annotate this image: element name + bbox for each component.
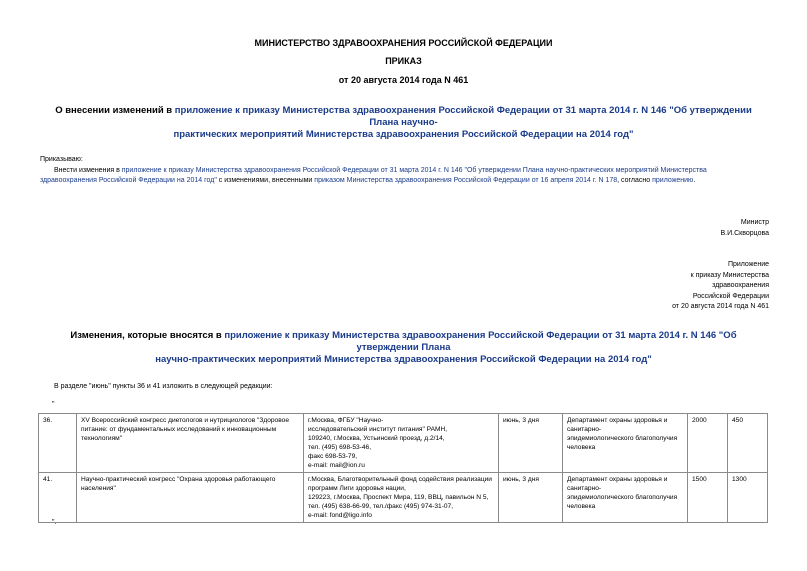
organizer-line: г.Москва, Благотворительный фонд содействия реализации [308,476,492,483]
doc-date-heading: от 20 августа 2014 года N 461 [338,75,469,85]
department-cell [563,414,688,473]
date-cell: июнь, 3 дня [499,473,563,523]
title-prefix: О внесении изменений в [55,105,175,116]
order-text-end: . [693,177,696,184]
value-cell: 2000 [688,414,728,473]
event-line: населения" [81,485,116,492]
organizer-line: факс 698-53-79, [308,453,358,460]
department-line: санитарно- [567,485,602,492]
organizer-line: 109240, г.Москва, Устьинский проезд, д.2/14, [308,435,445,442]
department-cell [563,473,688,523]
value-cell: 1300 [728,473,768,523]
signature-block [721,218,770,239]
organizer-line: программ Лиги здоровья нации, [308,485,406,492]
table-row [39,414,768,473]
department-line: человека [567,444,596,451]
signature-position: Министр [740,219,769,226]
order-intro: Приказываю: [40,156,83,163]
event-line: XV Всероссийский конгресс диетологов и нутрициологов "Здоровое [81,417,289,424]
order-text-mid1: с изменениями, внесенными [216,177,315,184]
department-line: эпидемиологического благополучия [567,435,678,442]
signature-name: В.И.Скворцова [720,229,769,237]
date-cell: июнь, 3 дня [499,414,563,473]
department-line: человека [567,503,596,510]
order-link-178[interactable]: приказом Министерства здравоохранения Российской Федерации от 16 апреля 2014 г. N 178 [314,177,618,184]
section-note: В разделе "июнь" пункты 36 и 41 изложить в следующей редакции: [54,383,273,390]
department-line: Департамент охраны здоровья и [567,476,668,483]
event-line: питание: от фундаментальных исследований к инновационным [81,426,277,433]
appendix-block [672,260,769,313]
quote-close: ". [52,519,57,526]
changes-title-link-line1[interactable]: приложение к приказу Министерства здравоохранения Российской Федерации от 31 марта 2014 г. N 146 "Об утверждении Плана [224,330,737,353]
appendix-line: Приложение [727,261,769,268]
order-text-start: Внести изменения в [54,167,122,174]
value-cell: 1500 [688,473,728,523]
changes-title-link-line2[interactable]: научно-практических мероприятий Министерства здравоохранения Российской Федерации на 2014 год" [155,354,652,365]
organizer-line: г.Москва, ФГБУ "Научно- [308,417,384,424]
order-paragraph [40,166,770,186]
quote-open: " [52,401,55,408]
event-cell [77,473,304,523]
ministry-heading: МИНИСТЕРСТВО ЗДРАВООХРАНЕНИЯ РОССИЙСКОЙ ФЕДЕРАЦИИ [254,38,553,48]
title-link-line2[interactable]: практических мероприятий Министерства здравоохранения Российской Федерации на 2014 год" [173,129,634,140]
order-link-prilozhenie[interactable]: приложению [652,177,694,184]
appendix-line: здравоохранения [712,282,769,289]
organizer-cell [304,473,499,523]
organizer-cell [304,414,499,473]
title-link-line1[interactable]: приложение к приказу Министерства здравоохранения Российской Федерации от 31 марта 2014 г. N 146 "Об утверждении Плана научно- [174,105,752,128]
doc-type-heading: ПРИКАЗ [385,56,422,66]
event-cell [77,414,304,473]
order-link-appendix[interactable]: приложение к приказу Министерства здравоохранения Российской Федерации от 31 марта 2014 г. N 146 "Об утверждении Плана научно-практических мероприятий Министерства [121,167,707,174]
order-text-mid2: , согласно [617,177,653,184]
organizer-line: исследовательский институт питания" РАМН, [308,426,448,433]
appendix-line: от 20 августа 2014 года N 461 [672,303,769,310]
event-line: технологиям" [81,435,123,442]
organizer-line: e-mail: mail@ion.ru [308,462,365,469]
event-line: Научно-практический конгресс "Охрана здоровья работающего [81,476,276,483]
changes-table [38,413,768,523]
document-title [40,105,767,141]
organizer-line: 129223, г.Москва, Проспект Мира, 119, ВВЦ, павильон N 5, [308,494,489,501]
value-cell: 450 [728,414,768,473]
order-link-appendix-cont[interactable]: здравоохранения Российской Федерации на 2014 год" [40,177,217,184]
changes-title-prefix: Изменения, которые вносятся в [70,330,225,341]
department-line: Департамент охраны здоровья и [567,417,668,424]
organizer-line: тел. (495) 638-66-99, тел./факс (495) 974-31-07, [308,503,454,510]
row-number: 41. [39,473,77,523]
appendix-line: Российской Федерации [692,292,769,300]
table-row [39,473,768,523]
department-line: санитарно- [567,426,602,433]
department-line: эпидемиологического благополучия [567,494,678,501]
organizer-line: тел. (495) 698-53-46, [308,444,372,451]
changes-title [40,330,767,366]
appendix-line: к приказу Министерства [690,271,769,279]
organizer-line: e-mail: fond@ligo.info [308,512,372,519]
row-number: 36. [39,414,77,473]
